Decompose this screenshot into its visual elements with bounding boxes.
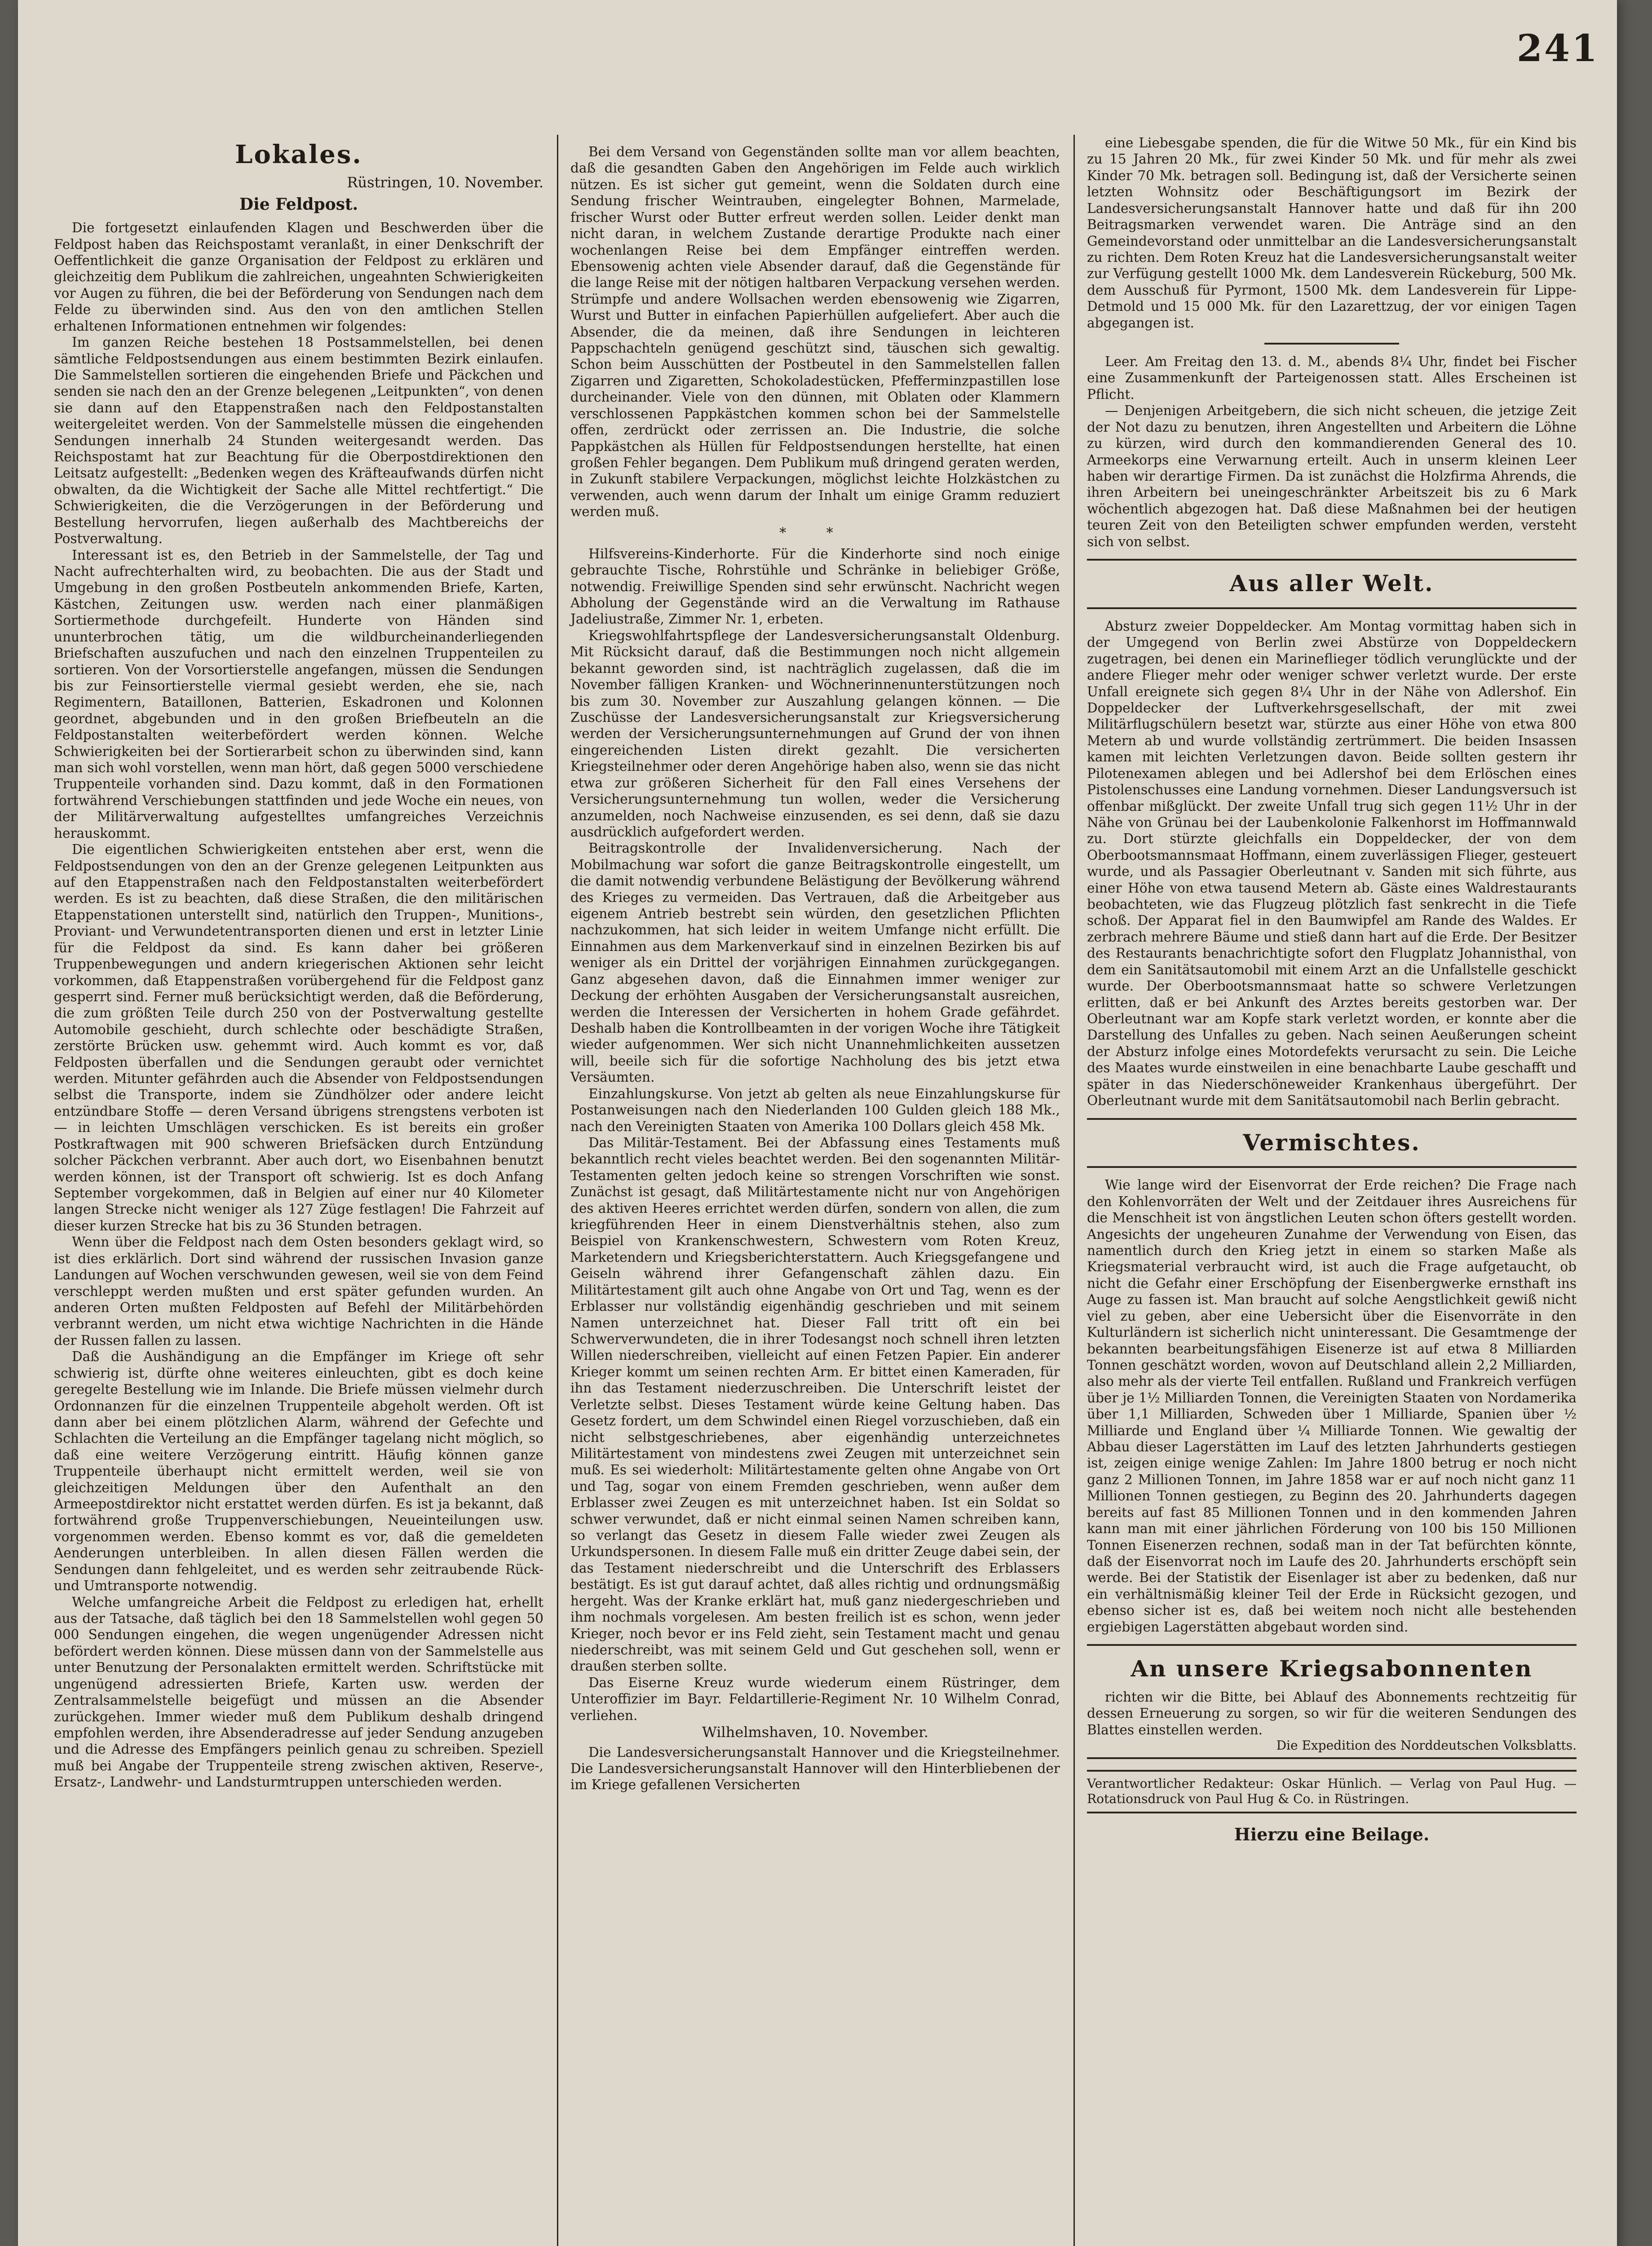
article-headline-feldpost: Die Feldpost.: [239, 195, 358, 214]
paragraph: Das Eiserne Kreuz wurde wiederum einem Rüstringer, dem Unteroffizier im Bayr. Feldartillerie-Regiment Nr. 10 Wilhelm Conrad, verliehen.: [570, 1675, 1060, 1723]
paragraph: Daß die Aushändigung an die Empfänger im Kriege oft sehr schwierig ist, dürfte ohne weiteres einleuchten, gibt es doch keine geregelte Bestellung wie im Inlande. Die Briefe müssen vielmehr durch Ordonnanzen für die einzelnen Truppenteile abgeholt werden. Oft ist dann aber bei einem plötzlichen Alarm, während der Gefechte und Schlachten die Verteilung an die Empfänger tagelang nicht möglich, so daß eine weitere Verzögerung eintritt. Häufig können ganze Truppenteile überhaupt nicht ermittelt werden, weil sie von gleichzeitigen Meldungen über den Aufenthalt an den Armeepostdirektor nicht erstattet werden dürfen. Es ist ja bekannt, daß fortwährend große Truppenverschiebungen, Neueinteilungen usw. vorgenommen werden. Ebenso kommt es vor, daß die gemeldeten Aenderungen unterbleiben. In allen diesen Fällen werden die Sendungen dann fehlgeleitet, und es werden sehr zeitraubende Rück- und Umtransporte notwendig.: [54, 1349, 543, 1594]
column-divider: [1073, 135, 1075, 2246]
separator-stars: * *: [779, 525, 851, 541]
paragraph: eine Liebesgabe spenden, die für die Witwe 50 Mk., für ein Kind bis zu 15 Jahren 20 Mk., für zwei Kinder 50 Mk. und für mehr als zwei Kinder 70 Mk. betragen soll. Bedingung ist, daß der Versicherte seinen letzten Wohnsitz oder Beschäftigungsort im Bezirk der Landesversicherungsanstalt Hannover hatte und daß für ihn 200 Beitragsmarken verwendet waren. Die Anträge sind an den Gemeindevorstand oder unmittelbar an die Landesversicherungsanstalt zu richten. Dem Roten Kreuz hat die Landesversicherungsanstalt weiter zur Verfügung gestellt 1000 Mk. dem Landesverein Rückeburg, 500 Mk. dem Ausschuß für Pyrmont, 1500 Mk. dem Landesverein für Lippe-Detmold und 15 000 Mk. für den Lazarettzug, der vor einigen Tagen abgegangen ist.: [1087, 135, 1577, 331]
section-title-aus-aller-welt: Aus aller Welt.: [1229, 570, 1434, 597]
paragraph: Die fortgesetzt einlaufenden Klagen und Beschwerden über die Feldpost haben das Reichspostamt veranlaßt, in einer Denkschrift der Oeffentlichkeit die ganze Organisation der Feldpost zu erklären und gleichzeitig dem Publikum die zahlreichen, ungeahnten Schwierigkeiten vor Augen zu führen, die bei der Beförderung von Sendungen nach dem Felde zu überwinden sind. Aus den von den amtlichen Stellen erhaltenen Informationen entnehmen wir folgendes:: [54, 220, 543, 334]
column-notices: [570, 144, 1060, 1793]
paragraph: Das Militär-Testament. Bei der Abfassung eines Testaments muß bekanntlich recht vieles beachtet werden. Bei den sogenannten Militär-Testamenten gelten jedoch keine so strengen Vorschriften wie sonst. Zunächst ist gesagt, daß Militärtestamente nicht nur von Angehörigen des aktiven Heeres errichtet werden dürfen, sondern von allen, die zum kriegführenden Heer in einem Dienstverhältnis stehen, also zum Beispiel von Krankenschwestern, Schwestern vom Roten Kreuz, Marketendern und Kriegsberichterstattern. Auch Kriegsgefangene und Geiseln während ihrer Gefangenschaft zählen dazu. Ein Militärtestament gilt auch ohne Angabe von Ort und Tag, wenn es der Erblasser nur vollständig eigenhändig geschrieben und mit seinem Namen unterzeichnet hat. Dieser Fall tritt oft ein bei Schwerverwundeten, die in ihrer Todesangst noch schnell ihren letzten Willen niederschreiben, vielleicht auf einen Fetzen Papier. Ein anderer Krieger kommt um seinen rechten Arm. Er bittet einen Kameraden, für ihn das Testament niederzuschreiben. Die Unterschrift leistet der Verletzte selbst. Dieses Testament würde keine Geltung haben. Das Gesetz fordert, um dem Schwindel einen Riegel vorzuschieben, daß ein nicht selbstgeschriebenes, aber eigenhändig unterzeichnetes Militärtestament von mindestens zwei Zeugen mit unterzeichnet sein muß. Es sei wiederholt: Militärtestamente gelten ohne Angabe von Ort und Tag, sogar von einem Fremden geschrieben, wenn außer dem Erblasser zwei Zeugen es mit unterzeichnet haben. Ist ein Soldat so schwer verwundet, daß er nicht einmal seinen Namen schreiben kann, so verlangt das Gesetz in diesem Falle wieder zwei Zeugen als Urkundspersonen. In diesem Falle muß ein dritter Zeuge dabei sein, der das Testament niederschreibt und die Unterschrift des Erblassers bestätigt. Es ist gut darauf achtet, daß alles richtig und ordnungsmäßig hergeht. Was der Kranke erklärt hat, muß ganz niedergeschrieben und ihm nochmals vorgelesen. Am besten freilich ist es schon, wenn jeder Krieger, noch bevor er ins Feld zieht, sein Testament macht und genau niederschreibt, was mit seinem Geld und Gut geschehen soll, wenn er draußen sterben sollte.: [570, 1135, 1060, 1674]
newspaper-page: [18, 0, 1617, 2246]
paragraph: Im ganzen Reiche bestehen 18 Postsammelstellen, bei denen sämtliche Feldpostsendungen aus einem bestimmten Bezirk einlaufen. Die Sammelstellen sortieren die eingehenden Briefe und Päckchen und senden sie nach den an der Grenze belegenen „Leitpunkten“, von denen sie dann auf den Etappenstraßen nach den Feldpostanstalten weitergeleitet werden. Von der Sammelstelle müssen die eingehenden Sendungen innerhalb 24 Stunden weitergesandt werden. Das Reichspostamt hat zur Beachtung für die Oberpostdirektionen den Leitsatz aufgestellt: „Bedenken wegen des Kräfteaufwands dürfen nicht obwalten, da die Wichtigkeit der Sache alle Mittel rechtfertigt.“ Die Schwierigkeiten, die die Verzögerungen in der Beförderung und Bestellung hervorrufen, liegen außerhalb des Machtbereichs der Postverwaltung.: [54, 335, 543, 547]
page-number: 241: [1516, 27, 1599, 70]
notice-signature: Die Expedition des Norddeutschen Volksblatts.: [1276, 1738, 1577, 1753]
notice-text: richten wir die Bitte, bei Ablauf des Abonnements rechtzeitig für dessen Erneuerung zu sorgen, so wir für die weiteren Sendungen des Blattes einstellen werden.: [1087, 1689, 1577, 1738]
notice-title-kriegsabonnenten: An unsere Kriegsabonnenten: [1131, 1655, 1533, 1682]
column-local-news: [54, 139, 543, 1791]
section-header-box: [1087, 1118, 1577, 1168]
paragraph: Welche umfangreiche Arbeit die Feldpost zu erledigen hat, erhellt aus der Tatsache, daß täglich bei den 18 Sammelstellen wohl gegen 50 000 Sendungen eingehen, die wegen ungenügender Adressen nicht befördert werden können. Diese müssen dann von der Sammelstelle aus unter Benutzung der Personalakten ermittelt werden. Schriftstücke mit ungenügend adressierten Briefe, Karten usw. werden der Zentralsammelstelle beigefügt und müssen an die Absender zurückgehen. Immer wieder muß dem Publikum deshalb dringend empfohlen werden, ihre Absenderadresse auf jeder Sendung anzugeben und die Adresse des Empfängers peinlich genau zu schreiben. Speziell muß bei Angabe der Truppenteile streng zwischen aktiven, Reserve-, Ersatz-, Landwehr- und Landsturmtruppen unterschieden werden.: [54, 1594, 543, 1790]
separator-rule: [1264, 343, 1399, 345]
paragraph: Absturz zweier Doppeldecker. Am Montag vormittag haben sich in der Umgegend von Berlin zwei Abstürze von Doppeldeckern zugetragen, bei denen ein Marineflieger tödlich verunglückte und der andere Flieger mehr oder weniger schwer verletzt wurde. Der erste Unfall ereignete sich gegen 8¼ Uhr in der Nähe von Adlershof. Ein Doppeldecker der Luftverkehrsgesellschaft, der mit zwei Militärflugschülern besetzt war, stürzte aus einer Höhe von etwa 800 Metern ab und wurde vollständig zertrümmert. Die beiden Insassen kamen mit leichten Verletzungen davon. Beide sollten gestern ihr Pilotenexamen ablegen und bei Adlershof bei dem Erlöschen eines Pistolenschusses eine Landung vornehmen. Dieser Landungsversuch ist offenbar mißglückt. Der zweite Unfall trug sich gegen 11½ Uhr in der Nähe von Grünau bei der Laubenkolonie Falkenhorst im Hoffmannwald zu. Dort stürzte gleichfalls ein Doppeldecker, der von dem Oberbootsmannsmaat Hoffmann, einem zuverlässigen Flieger, gesteuert wurde, und als Passagier Oberleutnant v. Sanden mit sich führte, aus einer Höhe von etwa tausend Metern ab. Gäste eines Waldrestaurants beobachteten, wie das Flugzeug plötzlich fast senkrecht in die Tiefe schoß. Der Apparat fiel in den Baumwipfel am Rande des Waldes. Er zerbrach mehrere Bäume und stieß dann hart auf die Erde. Der Besitzer des Restaurants benachrichtigte sofort den Flugplatz Johannisthal, von dem ein Sanitätsautomobil mit einem Arzt an die Unfallstelle geschickt wurde. Der Oberbootsmannsmaat hatte so schwere Verletzungen erlitten, daß er bei Ankunft des Arztes bereits gestorben war. Der Oberleutnant war am Kopfe stark verletzt worden, er konnte aber die Darstellung des Unfalles zu geben. Nach seinen Aeußerungen scheint der Absturz infolge eines Motordefekts verursacht zu sein. Die Leiche des Maates wurde einstweilen in eine benachbarte Laube geschafft und später in das Niederschöneweider Krankenhaus übergeführt. Der Oberleutnant wurde mit dem Sanitätsautomobil nach Berlin gebracht.: [1087, 618, 1577, 1109]
paragraph: Die Landesversicherungsanstalt Hannover und die Kriegsteilnehmer. Die Landesversicherungsanstalt Hannover will den Hinterbliebenen der im Kriege gefallenen Versicherten: [570, 1744, 1060, 1793]
dateline-wilhelmshaven: Wilhelmshaven, 10. November.: [702, 1724, 929, 1741]
paragraph: Wie lange wird der Eisenvorrat der Erde reichen? Die Frage nach den Kohlenvorräten der Welt und der Zeitdauer ihres Ausreichens für die Menschheit ist von ängstlichen Leuten schon öfters gestellt worden. Angesichts der ungeheuren Zunahme der Verwendung von Eisen, das namentlich durch den Krieg jetzt in einem so starken Maße als Kriegsmaterial verbraucht wird, ist auch die Frage aufgetaucht, ob nicht die Gefahr einer Erschöpfung der Eisenbergwerke ernsthaft ins Auge zu fassen ist. Man braucht auf solche Aengstlichkeit gewiß nicht viel zu geben, aber eine Uebersicht über die Eisenvorräte in den Kulturländern ist sicherlich nicht uninteressant. Die Gesamtmenge der bekannten bearbeitungsfähigen Eisenerze ist auf etwa 8 Milliarden Tonnen geschätzt worden, wovon auf Deutschland allein 2,2 Milliarden, also mehr als der vierte Teil entfallen. Rußland und Frankreich verfügen über je 1½ Milliarden Tonnen, die Vereinigten Staaten von Nordamerika über 1,1 Milliarden, Schweden über 1 Milliarde, Spanien über ½ Milliarde und England über ¼ Milliarde Tonnen. Wie gewaltig der Abbau dieser Lagerstätten im Lauf des letzten Jahrhunderts gestiegen ist, zeigen einige wenige Zahlen: Im Jahre 1800 betrug er noch nicht ganz 2 Millionen Tonnen, im Jahre 1858 war er auf noch nicht ganz 11 Millionen Tonnen gestiegen, zu Beginn des 20. Jahrhunderts dagegen bereits auf fast 85 Millionen Tonnen und in den kommenden Jahren kann man mit einer jährlichen Förderung von 100 bis 150 Millionen Tonnen Eisenerzen rechnen, sodaß man in der Tat befürchten könnte, daß der Eisenvorrat noch im Laufe des 20. Jahrhunderts erschöpft sein werde. Bei der Statistik der Eisenlager ist aber zu bedenken, daß nur ein verhältnismäßig kleiner Teil der Erde in Rücksicht gezogen, und ebenso sicher ist es, daß bei weitem noch nicht alle bestehenden ergiebigen Lagerstätten abgebaut worden sind.: [1087, 1177, 1577, 1635]
section-title-vermischtes: Vermischtes.: [1243, 1129, 1421, 1156]
paragraph: Hilfsvereins-Kinderhorte. Für die Kinderhorte sind noch einige gebrauchte Tische, Rohrstühle und Schränke in beliebiger Größe, notwendig. Freiwillige Spenden sind sehr erwünscht. Nachricht wegen Abholung der Gegenstände wird an die Verwaltung im Rathause Jadeliustraße, Zimmer Nr. 1, erbeten.: [570, 546, 1060, 627]
paragraph: Einzahlungskurse. Von jetzt ab gelten als neue Einzahlungskurse für Postanweisungen nach den Niederlanden 100 Gulden gleich 188 Mk., nach den Vereinigten Staaten von Amerika 100 Dollars gleich 458 Mk.: [570, 1086, 1060, 1134]
paragraph: Bei dem Versand von Gegenständen sollte man vor allem beachten, daß die gesandten Gaben den Angehörigen im Felde auch wirklich nützen. Es ist sicher gut gemeint, wenn die Soldaten durch eine Sendung frischer Weintrauben, eingelegter Bohnen, Marmelade, frischer Wurst oder Butter erfreut werden sollen. Leider denkt man nicht daran, in welchem Zustande derartige Produkte nach einer wochenlangen Reise bei dem Empfänger eintreffen werden. Ebensowenig achten viele Absender darauf, daß die Gegenstände für die lange Reise mit der nötigen haltbaren Verpackung versehen werden. Strümpfe und andere Wollsachen werden ebensowenig wie Zigarren, Wurst und Butter in einfachen Papierhüllen aufgeliefert. Aber auch die Absender, die da meinen, daß ihre Sendungen in leichteren Pappschachteln genügend geschützt sind, täuschen sich gewaltig. Schon beim Ausschütten der Postbeutel in den Sammelstellen fallen Zigarren und Zigaretten, Schokoladestücken, Pfefferminzpastillen lose durcheinander. Viele von den dünnen, mit Oblaten oder Klammern verschlossenen Pappkästchen kommen schon bei der Sammelstelle offen, zerdrückt oder zerrissen an. Die Industrie, die solche Pappkästchen als Hüllen für Feldpostsendungen herstellte, hat einen großen Fehler begangen. Dem Publikum muß dringend geraten werden, in Zukunft stabilere Verpackungen, möglichst leichte Holzkästchen zu verwenden, auch wenn darum der Inhalt um einige Gramm reduziert werden muß.: [570, 144, 1060, 520]
paragraph: Beitragskontrolle der Invalidenversicherung. Nach der Mobilmachung war sofort die ganze Beitragskontrolle eingestellt, um die damit notwendig verbundene Belästigung der Bevölkerung während des Krieges zu vermeiden. Das Vertrauen, daß die Arbeitgeber aus eigenem Antrieb bestrebt sein würden, den gesetzlichen Pflichten nachzukommen, hat sich leider in weitem Umfange nicht erfüllt. Die Einnahmen aus dem Markenverkauf sind in einzelnen Bezirken bis auf weniger als ein Drittel der vorjährigen Einnahmen zurückgegangen. Ganz abgesehen davon, daß die Einnahmen immer weniger zur Deckung der erhöhten Ausgaben der Versicherungsanstalt ausreichen, werden die Interessen der Versicherten in hohem Grade gefährdet. Deshalb haben die Kontrollbeamten in der vorigen Woche ihre Tätigkeit wieder aufgenommen. Wer sich nicht Unannehmlichkeiten aussetzen will, beeile sich für die sofortige Nachholung des bis jetzt etwa Versäumten.: [570, 840, 1060, 1085]
column-world-news: [1087, 135, 1577, 1845]
column-divider: [557, 135, 558, 2246]
paragraph: Leer. Am Freitag den 13. d. M., abends 8¼ Uhr, findet bei Fischer eine Zusammenkunft der Parteigenossen statt. Alles Erscheinen ist Pflicht.: [1087, 354, 1577, 402]
imprint: Verantwortlicher Redakteur: Oskar Hünlich. — Verlag von Paul Hug. — Rotationsdruck von Paul Hug & Co. in Rüstringen.: [1087, 1770, 1577, 1813]
notice-box: [1087, 1644, 1577, 1759]
dateline: Rüstringen, 10. November.: [347, 174, 543, 191]
paragraph: Interessant ist es, den Betrieb in der Sammelstelle, der Tag und Nacht aufrechterhalten wird, zu beobachten. Die aus der Stadt und Umgebung in den großen Postbeuteln ankommenden Briefe, Karten, Kästchen, Zeitungen usw. werden nach einer planmäßigen Sortiermethode durchgefeilt. Hunderte von Händen sind ununterbrochen tätig, um die wildburcheinanderliegenden Briefschaften auszufuchen und nach den einzelnen Truppenteilen zu sortieren. Von der Vorsortierstelle angefangen, müssen die Sendungen bis zur Feinsortierstelle viermal gesiebt werden, ehe sie, nach Regimentern, Bataillonen, Batterien, Eskadronen und Kolonnen geordnet, abgebunden und in den großen Briefbeuteln an die Feldpostanstalten weiterbefördert werden können. Welche Schwierigkeiten bei der Sortierarbeit schon zu überwinden sind, kann man sich wohl vorstellen, wenn man hört, daß gegen 5000 verschiedene Truppenteile vorhanden sind. Dazu kommt, daß in den Formationen fortwährend Verschiebungen stattfinden und jede Woche ein neues, von der Militärverwaltung aufgestelltes umfangreiches Verzeichnis herauskommt.: [54, 547, 543, 841]
paragraph: — Denjenigen Arbeitgebern, die sich nicht scheuen, die jetzige Zeit der Not dazu zu benutzen, ihren Angestellten und Arbeitern die Löhne zu kürzen, wird durch den kommandierenden General des 10. Armeekorps eine Verwarnung erteilt. Auch in unserm kleinen Leer haben wir derartige Firmen. Da ist zunächst die Holzfirma Ahrends, die ihren Arbeitern bei uneingeschränkter Arbeitszeit bis zu 6 Mark wöchentlich abgezogen hat. Daß diese Maßnahmen bei der heutigen teuren Zeit von den Beteiligten schwer empfunden werden, versteht sich von selbst.: [1087, 403, 1577, 549]
paragraph: Die eigentlichen Schwierigkeiten entstehen aber erst, wenn die Feldpostsendungen von den an der Grenze gelegenen Leitpunkten aus auf den Etappenstraßen nach den Feldpostanstalten weiterbefördert werden. Es ist zu beachten, daß diese Straßen, die den militärischen Etappenstationen unterstellt sind, natürlich den Truppen-, Munitions-, Proviant- und Verwundetentransporten dienen und erst in letzter Linie für die Feldpost da sind. Es kann daher bei größeren Truppenbewegungen und andern kriegerischen Aktionen sehr leicht vorkommen, daß Etappenstraßen vorübergehend für die Feldpost ganz gesperrt sind. Ferner muß berücksichtigt werden, daß die Beförderung, die zum größten Teile durch 250 von der Postverwaltung gestellte Automobile geschieht, durch schlechte oder beschädigte Straßen, zerstörte Brücken usw. gehemmt wird. Auch kommt es vor, daß Feldposten überfallen und die Sendungen geraubt oder vernichtet werden. Mitunter gefährden auch die Absender von Feldpostsendungen selbst die Transporte, indem sie Zündhölzer oder andere leicht entzündbare Stoffe — deren Versand übrigens strengstens verboten ist — in leichten Umschlägen verschicken. Es ist bereits ein großer Postkraftwagen mit 900 schweren Briefsäcken durch Entzündung solcher Päckchen verbrannt. Aber auch dort, wo Eisenbahnen benutzt werden können, ist der Transport oft schwierig. Ist es doch Anfang September vorgekommen, daß in Belgien auf einer nur 40 Kilometer langen Strecke nicht weniger als 127 Züge festlagen! Die Fahrzeit auf dieser kurzen Strecke hat bis zu 36 Stunden betragen.: [54, 842, 543, 1234]
paragraph: Kriegswohlfahrtspflege der Landesversicherungsanstalt Oldenburg. Mit Rücksicht darauf, daß die Bestimmungen noch nicht allgemein bekannt geworden sind, ist nachträglich zugelassen, daß die im November fälligen Kranken- und Wöchnerinnenunterstützungen noch bis zum 30. November zur Auszahlung gelangen können. — Die Zuschüsse der Landesversicherungsanstalt zur Kriegsversicherung werden der Versicherungsunternehmungen auf Grund der von ihnen eingereichenden Listen direkt gezahlt. Die versicherten Kriegsteilnehmer oder deren Angehörige haben also, wenn sie das nicht etwa zur größeren Sicherheit für den Fall eines Versehens der Versicherungsunternehmung tun wollen, weder die Versicherung anzumelden, noch Nachweise einzusenden, es sei denn, daß sie dazu ausdrücklich aufgefordert werden.: [570, 628, 1060, 840]
section-title-lokales: Lokales.: [235, 140, 362, 169]
paragraph: Wenn über die Feldpost nach dem Osten besonders geklagt wird, so ist dies erklärlich. Dort sind während der russischen Invasion ganze Landungen auf Wochen verschwunden gewesen, weil sie von dem Feind verschleppt werden mußten und erst später gefunden wurden. An anderen Orten mußten Feldposten auf Befehl der Militärbehörden verbrannt werden, um nicht etwa wichtige Nachrichten in die Hände der Russen fallen zu lassen.: [54, 1234, 543, 1348]
supplement-notice: Hierzu eine Beilage.: [1234, 1824, 1430, 1844]
section-header-box: [1087, 559, 1577, 609]
